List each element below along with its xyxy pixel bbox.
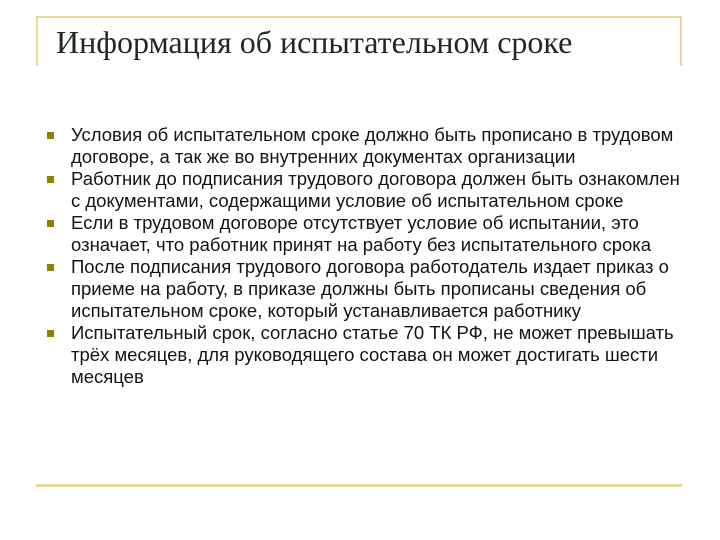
bullet-text: Испытательный срок, согласно статье 70 ТК РФ, не может превышать трёх месяцев, для руководящего состава он может достигать шести месяцев <box>71 322 674 387</box>
bullet-item <box>40 256 680 322</box>
frame-top-line <box>36 16 682 18</box>
bullet-item <box>40 168 680 212</box>
bullet-text: После подписания трудового договора работодатель издает приказ о приеме на работу, в приказе должны быть прописаны сведения об испытательном сроке, который устанавливается работнику <box>71 256 669 321</box>
frame-left-line <box>36 16 38 66</box>
bullet-text: Если в трудовом договоре отсутствует условие об испытании, это означает, что работник принят на работу без испытательного срока <box>71 212 652 255</box>
slide-content <box>40 124 680 388</box>
bullet-item <box>40 212 680 256</box>
bullet-text: Работник до подписания трудового договора должен быть ознакомлен с документами, содержащими условие об испытательном сроке <box>71 168 680 211</box>
frame-bottom-line <box>36 484 682 487</box>
slide-title: Информация об испытательном сроке <box>56 24 573 60</box>
square-bullet-icon <box>47 264 54 271</box>
bullet-list <box>40 124 680 388</box>
square-bullet-icon <box>47 132 54 139</box>
square-bullet-icon <box>47 176 54 183</box>
bullet-item <box>40 322 680 388</box>
frame-right-line <box>680 16 682 66</box>
bullet-item <box>40 124 680 168</box>
square-bullet-icon <box>47 330 54 337</box>
bullet-text: Условия об испытательном сроке должно быть прописано в трудовом договоре, а так же во внутренних документах организации <box>71 124 674 167</box>
square-bullet-icon <box>47 220 54 227</box>
